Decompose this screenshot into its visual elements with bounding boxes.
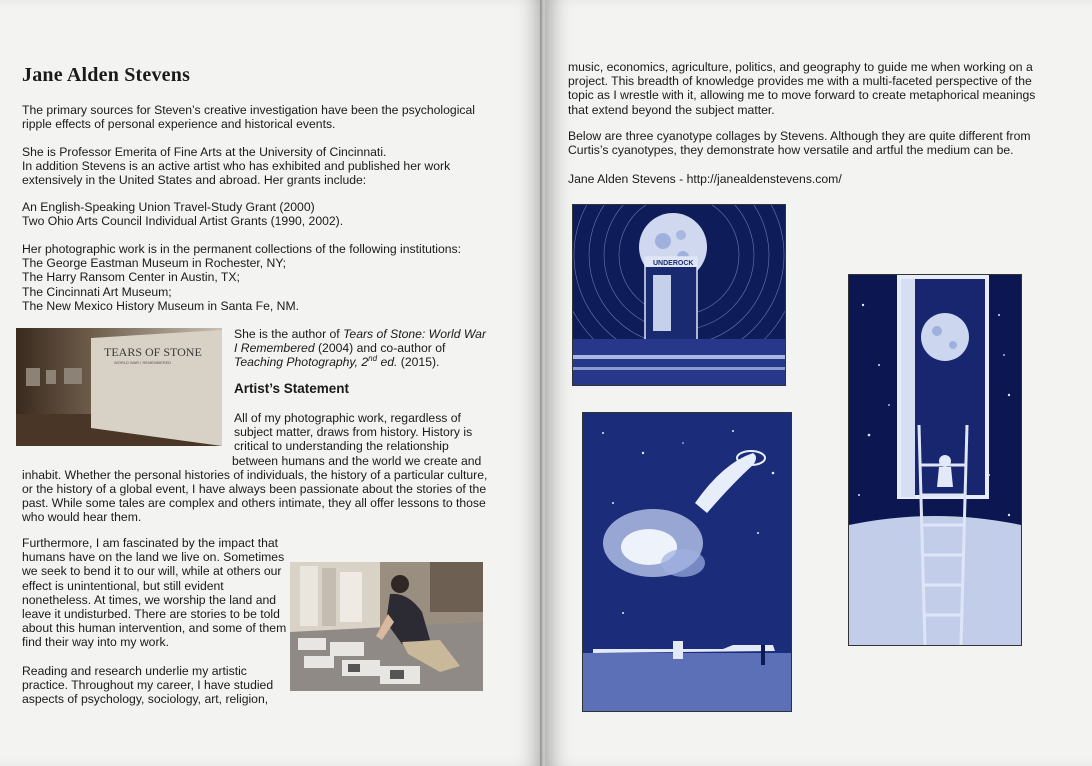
text-line: between humans and the world we create and [232, 453, 482, 468]
text-line: Two Ohio Arts Council Individual Artist Grants (1990, 2002). [22, 214, 344, 229]
text-line: practice. Throughout my career, I have studied [22, 678, 274, 693]
text-line: effect is unintentional, but still evident [22, 578, 224, 593]
collages-intro-paragraph [568, 129, 1031, 157]
text-run: (2004) and co-author of [314, 341, 446, 356]
statement-heading: Artist’s Statement [234, 381, 350, 396]
text-line: The New Mexico History Museum in Santa Fe, NM. [22, 298, 300, 313]
text-line: Furthermore, I am fascinated by the impact that [22, 536, 279, 550]
text-line: critical to understanding the relationship [234, 439, 449, 454]
text-line: The George Eastman Museum in Rochester, NY; [22, 256, 287, 271]
text-line: about this human intervention, and some of them [22, 621, 287, 636]
text-line: ripple effects of personal experience and historical events. [22, 117, 336, 132]
text-line: Below are three cyanotype collages by Stevens. Although they are quite different from [568, 129, 1031, 143]
book-title: Teaching Photography, 2 [234, 355, 369, 370]
text-line: topic as I wrestle with it, allowing me to move forward to create metaphorical meanings [568, 88, 1036, 103]
text-line: She is Professor Emerita of Fine Arts at the University of Cincinnati. [22, 145, 387, 159]
left-page [0, 0, 542, 766]
exhibit-sign-title: TEARS OF STONE [104, 345, 202, 359]
image-credit: Jane Alden Stevens - http://janealdenstevens.com/ [568, 172, 842, 186]
cyanotype-moon-doorway [572, 204, 786, 386]
text-line: music, economics, agriculture, politics, and geography to guide me when working on a [568, 60, 1033, 74]
text-line: project. This breadth of knowledge provides me with a multi-faceted perspective of the [568, 74, 1032, 89]
text-line: extensively in the United States and abroad. Her grants include: [22, 173, 367, 188]
text-line: The Cincinnati Art Museum; [22, 284, 172, 299]
text-run: She is the author of [234, 327, 344, 341]
book-title: Tears of Stone: World War [343, 327, 487, 341]
book-title: I Remembered [234, 341, 315, 356]
text-line: nonetheless. At times, we worship the land and [22, 592, 277, 607]
text-line: Curtis’s cyanotypes, they demonstrate how versatile and artful the medium can be. [568, 143, 1014, 158]
exhibit-sign-subtitle: WORLD WAR I REMEMBERED [114, 360, 172, 365]
text-line: In addition Stevens is an active artist who has exhibited and published her work [22, 159, 451, 174]
text-line: inhabit. Whether the personal histories of individuals, the history of a particular culture, [22, 467, 488, 482]
cyanotype-door-ladder [848, 274, 1022, 646]
text-line: The Harry Ransom Center in Austin, TX; [22, 270, 240, 285]
bio-paragraph [22, 145, 450, 188]
text-line: All of my photographic work, regardless of [234, 411, 461, 425]
text-line: who would hear them. [22, 510, 142, 525]
statement-paragraph-3 [22, 664, 273, 707]
text-line: that extend beyond the subject matter. [568, 102, 775, 117]
text-line: humans have on the land we live on. Sometimes [22, 550, 285, 565]
text-line: we seek to bend it to our will, while at others our [22, 564, 282, 579]
page-title: Jane Alden Stevens [22, 64, 191, 86]
text-line: Her photographic work is in the permanent collections of the following institutions: [22, 242, 461, 256]
collections-paragraph [22, 242, 461, 313]
doorway-sign: UNDEROCK [653, 260, 694, 267]
grants-paragraph [22, 200, 343, 228]
text-line: aspects of psychology, sociology, art, religion, [22, 692, 269, 707]
intro-paragraph [22, 103, 475, 131]
text-line: subject matter, draws from history. History is [234, 425, 473, 440]
cyanotype-galaxy-swimmer [582, 412, 792, 712]
text-line: Reading and research underlie my artistic [22, 664, 247, 678]
text-run: (2015). [397, 355, 440, 370]
superscript: nd [368, 354, 378, 364]
text-line: past. While some tales are complex and others intimate, they all offer lessons to those [22, 496, 486, 511]
statement-paragraph-1 [22, 411, 488, 525]
right-page [546, 0, 1092, 766]
author-note [234, 327, 486, 370]
book-title: ed. [377, 355, 398, 370]
statement-paragraph-2 [22, 536, 286, 650]
text-line: The primary sources for Steven’s creative investigation have been the psychological [22, 103, 475, 117]
text-line: or the history of a global event, I have always been passionate about the stories of the [22, 482, 487, 497]
continued-paragraph [568, 60, 1035, 117]
artist-at-work-photo [290, 562, 483, 691]
text-line: find their way into my work. [22, 635, 169, 650]
text-line: An English-Speaking Union Travel-Study Grant (2000) [22, 200, 315, 214]
text-line: leave it undisturbed. There are stories to be told [22, 607, 280, 622]
